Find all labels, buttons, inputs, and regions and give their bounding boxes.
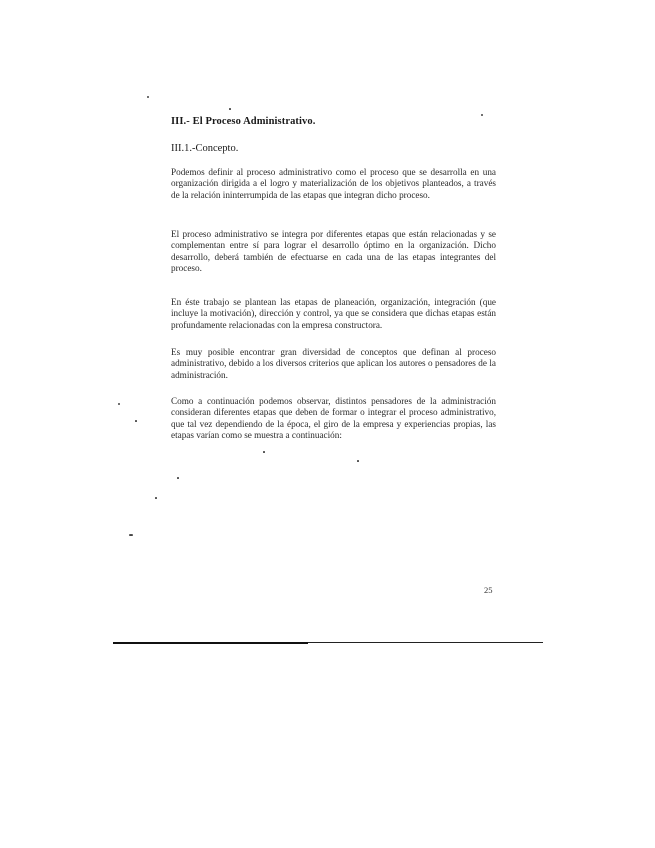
paragraph-continuation: Como a continuación podemos observar, distintos pensadores de la administración consideran diferentes etapas que deben de formar o integrar el proceso administrativo, que tal vez dependiendo de la época, el giro de la empresa y experiencias propias, las etapas varían como se muestra a continuación:	[171, 396, 496, 441]
scan-speck	[118, 403, 120, 405]
scan-speck	[147, 96, 149, 98]
scan-speck	[135, 420, 137, 422]
scan-speck	[357, 460, 359, 462]
paragraph-stages: En éste trabajo se plantean las etapas de planeación, organización, integración (que incluye la motivación), dirección y control, ya que se considera que dichas etapas están profundamente relacionadas con la empresa constructora.	[171, 297, 496, 330]
scan-speck	[177, 477, 179, 479]
scan-speck	[129, 534, 133, 536]
subsection-title: III.1.-Concepto.	[171, 143, 239, 154]
scan-speck	[155, 497, 157, 499]
paragraph-definition: Podemos definir al proceso administrativo como el proceso que se desarrolla en una organización dirigida a el logro y materialización de los objetivos planteados, a través de la relación ininterrumpida de las etapas que integran dicho proceso.	[171, 167, 496, 200]
page-number: 25	[484, 585, 493, 595]
scan-speck	[263, 451, 265, 453]
scan-speck	[481, 114, 483, 116]
footer-rule-thick	[113, 642, 308, 644]
section-title: III.- El Proceso Administrativo.	[171, 116, 316, 127]
paragraph-diversity: Es muy posible encontrar gran diversidad de conceptos que definan al proceso administrativo, debido a los diversos criterios que aplican los autores o pensadores de la administración.	[171, 347, 496, 380]
scan-speck	[229, 108, 231, 110]
paragraph-integration: El proceso administrativo se integra por diferentes etapas que están relacionadas y se complementan entre sí para lograr el desarrollo óptimo en la organización. Dicho desarrollo, deberá también de efectuarse en cada una de las etapas integrantes del proceso.	[171, 229, 496, 274]
